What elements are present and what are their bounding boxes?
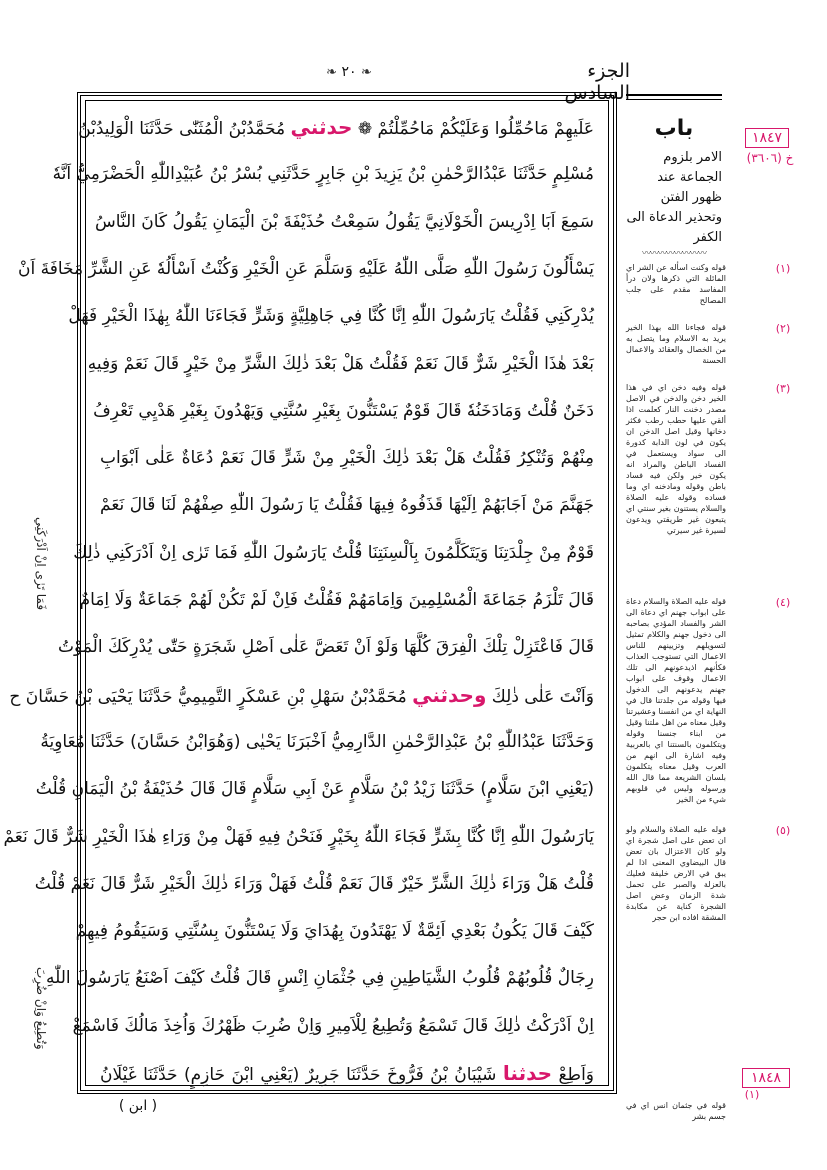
text-line: مُسْلِمٍ حَدَّثَنَا عَبْدُالرَّحْمٰنِ بْنُ يَزِيدَ بْنِ جَابِرٍ حَدَّثَنِي بُسْرُ بْنُ عُبَيْدِاللّٰهِ الْحَضْرَمِيُّ اَنَّهٗ <box>52 164 594 185</box>
text-line: قَالَ فَاعْتَزِلْ تِلْكَ الْفِرَقَ كُلَّهَا وَلَوْ اَنْ تَعَضَّ عَلٰى اَصْلِ شَجَرَةٍ حَتّٰى يُدْرِكَكَ الْمَوْتُ <box>58 637 594 658</box>
ornament-left-icon: ❧ <box>326 65 338 80</box>
text-line: يَسْأَلُونَ رَسُولَ اللّٰهِ صَلَّى اللّٰهُ عَلَيْهِ وَسَلَّمَ عَنِ الْخَيْرِ وَكُنْتُ اَسْأَلُهٗ عَنِ الشَّرِّ مَخَافَةَ اَنْ <box>18 258 594 279</box>
footnote-text: قوله عليه الصلاة والسلام دعاة على ابواب جهنم اي دعاة الى الشر والفساد المؤدي بصاحبه الى دخول جهنم والكلام تمثيل لتسويلهم وتزيينهم للناس الاعمال التي تستوجب العذاب فكأنهم اذيدعونهم الى تلك الاعمال وقوف على ابواب جهنم يدعونهم الى الدخول فيها وقوله من جلدتنا قال في النهاية اي من انفسنا وعشيرتنا وقيل معناه من اهل ملتنا وقيل من ابناء جنسنا وقوله ويتكلمون بالسنتنا اي بالعربية وفيه اشارة الى انهم من العرب وقيل معناه يتكلمون بلسان الشريعة مما قال الله ورسوله وليس في قلوبهم شيء من الخير <box>626 597 726 804</box>
footnote-number: (٤) <box>775 596 791 609</box>
chapter-heading: الامر بلزوم الجماعة عند ظهور الفتن وتحذير الدعاة الى الكفر <box>626 150 722 245</box>
hadith-number-box: ١٨٤٨ <box>742 1068 790 1088</box>
text-line: قَالَ تَلْزَمُ جَمَاعَةَ الْمُسْلِمِينَ وَاِمَامَهُمْ فَقُلْتُ فَاِنْ لَمْ تَكُنْ لَهُمْ جَمَاعَةٌ وَلَا اِمَامٌ <box>79 590 594 610</box>
text-line: يَارَسُولَ اللّٰهِ اِنَّا كُنَّا بِشَرٍّ فَجَاءَ اللّٰهُ بِخَيْرٍ فَنَحْنُ فِيهِ فَهَلْ مِنْ وَرَاءِ هٰذَا الْخَيْرِ شَرٌّ قَالَ نَعَمْ <box>3 826 594 847</box>
top-rule <box>626 94 722 100</box>
hadith-number-box: ١٨٤٧ <box>745 128 789 148</box>
text-line: قَوْمٌ مِنْ جِلْدَتِنَا وَيَتَكَلَّمُونَ بِاَلْسِنَتِنَا قُلْتُ يَارَسُولَ اللّٰهِ فَمَا تَرٰى اِنْ اَدْرَكَنِي ذٰلِكَ <box>73 542 594 563</box>
chapter-title: باب <box>654 116 694 141</box>
footnote-text: قوله وفيه دخن اي في هذا الخير دخن والدخن في الاصل مصدر دخنت النار كعلمت اذا ألقي عليها حطب رطب فكثر دخانها وقيل اصل الدخن ان يكون في لون الدابة كدورة الى سواد ويستعمل في الفساد الباطن والمراد انه يكون خير ولكن فيه فساد باطن وقوله ومادخنه اي وما فساده وقوله عليه الصلاة والسلام يستنون بغير سنتي اي يتبعون غير طريقتي ويدعون لسيرة غير سيرتي <box>626 383 726 535</box>
text-line: جَهَنَّمَ مَنْ اَجَابَهُمْ اِلَيْهَا قَذَفُوهُ فِيهَا فَقُلْتُ يَا رَسُولَ اللّٰهِ صِفْهُمْ لَنَا قَالَ نَعَمْ <box>100 495 594 516</box>
footnote-number: (٢) <box>775 322 791 335</box>
left-margin-note-bottom: وَتُطِيعُ وَاِنْ ضُرِبَ <box>34 967 48 1050</box>
footnote-number: (١) <box>775 262 791 275</box>
footnote-text: قوله وكنت اسأله عن الشر اي المائلة التي ذكرها ولان درأ المفاسد مقدم على جلب المصالح <box>626 263 726 305</box>
hadith-note-number: (١) <box>744 1088 760 1101</box>
catchword: ( ابن ) <box>118 1098 158 1114</box>
narration-keyword: حدثنا <box>502 1061 553 1085</box>
hadith-cross-reference: خ (٣٦٠٦) <box>746 151 794 165</box>
text-line: وَاَنْتَ عَلٰى ذٰلِكَ وحدثني مُحَمَّدُبْنُ سَهْلِ بْنِ عَسْكَرٍ التَّمِيمِيُّ حَدَّثَنَا يَحْيَى بْنُ حَسَّانَ ح <box>9 682 594 707</box>
text-line: يُدْرِكَنِي فَقُلْتُ يَارَسُولَ اللّٰهِ اِنَّا كُنَّا فِي جَاهِلِيَّةٍ وَشَرٍّ فَجَاءَنَا اللّٰهُ بِهٰذَا الْخَيْرِ فَهَلْ <box>68 306 594 327</box>
text-line: قُلْتُ هَلْ وَرَاءَ ذٰلِكَ الشَّرِّ خَيْرٌ قَالَ نَعَمْ قُلْتُ فَهَلْ وَرَاءَ ذٰلِكَ الْخَيْرِ شَرٌّ قَالَ نَعَمْ قُلْتُ <box>34 873 594 894</box>
text-line: سَمِعَ اَبَا اِدْرِيسَ الْخَوْلَانِيَّ يَقُولُ سَمِعْتُ حُذَيْفَةَ بْنَ الْيَمَانِ يَقُولُ كَانَ النَّاسُ <box>94 211 594 232</box>
page-number-text: ٢٠ <box>341 64 357 80</box>
juz-title: الجزء السادس <box>564 60 630 104</box>
footnote-text: قوله في جثمان انس اي في جسم بشر <box>626 1101 726 1121</box>
text-line: كَيْفَ قَالَ يَكُونُ بَعْدِي اَئِمَّةٌ لَا يَهْتَدُونَ بِهُدَايَ وَلَا يَسْتَنُّونَ بِسُنَّتِي وَسَيَقُومُ فِيهِمْ <box>75 921 594 942</box>
footnote-number: (٣) <box>775 382 791 395</box>
narration-keyword: حدثني <box>290 115 353 139</box>
text-line: وَحَدَّثَنَا عَبْدُاللّٰهِ بْنُ عَبْدِالرَّحْمٰنِ الدَّارِمِيُّ اَخْبَرَنَا يَحْيٰى (وَهُوَابْنُ حَسَّانَ) حَدَّثَنَا مُعَاوِيَةُ <box>40 731 594 752</box>
page-number <box>300 64 398 86</box>
footnote-text: قوله عليه الصلاة والسلام ولو ان تعض على اصل شجرة اي ولو كان الاعتزال بان تعض قال البيضاوي المعنى اذا لم يبق في الارض خليفة فعليك بالعزلة والصبر على تحمل شدة الزمان وعض اصل الشجرة كناية عن مكابدة المشقة افاده ابن حجر <box>626 825 726 922</box>
text-line: مِنْهُمْ وَتُنْكِرُ فَقُلْتُ هَلْ بَعْدَ ذٰلِكَ الْخَيْرِ مِنْ شَرٍّ قَالَ نَعَمْ دُعَاةٌ عَلٰى اَبْوَابِ <box>100 448 594 469</box>
narration-keyword: وحدثني <box>412 682 487 707</box>
left-margin-note-top: فَمَا تَرٰى اِنْ اَدْرَكَنِي <box>34 516 48 610</box>
wave-divider: 〰〰〰〰〰〰〰〰 <box>641 249 706 259</box>
footnote-text: قوله فجاءنا الله بهذا الخير يريد به الاسلام وما يتصل به من الخصال والعقائد والاعمال الحسنة <box>626 323 726 365</box>
text-line: عَلَيهِمْ مَاحُمِّلُوا وَعَلَيْكُمْ مَاحُمِّلْتُمْ ❁ حدثني مُحَمَّدُبْنُ الْمُثَنّٰى حَدَّثَنَا الْوَلِيدُبْنُ <box>78 115 594 139</box>
footnote-number: (٥) <box>775 824 791 837</box>
text-line: وَاَطِعْ حدثنا شَيْبَانُ بْنُ فَرُّوخَ حَدَّثَنَا جَرِيرٌ (يَعْنِي ابْنَ حَازِمٍ) حَدَّثَنَا غَيْلَانُ <box>100 1061 595 1085</box>
ornament-right-icon: ❧ <box>360 65 372 80</box>
text-line: رِجَالٌ قُلُوبُهُمْ قُلُوبُ الشَّيَاطِينِ فِي جُثْمَانِ اِنْسٍ قَالَ قُلْتُ كَيْفَ اَصْنَعُ يَارَسُولَ اللّٰهِ <box>46 968 594 989</box>
text-line: دَخَنٌ قُلْتُ وَمَادَخَنُهٗ قَالَ قَوْمٌ يَسْتَنُّونَ بِغَيْرِ سُنَّتِي وَيَهْدُونَ بِغَيْرِ هَدْيِي تَعْرِفُ <box>93 400 594 421</box>
text-line: اِنْ اَدْرَكْتُ ذٰلِكَ قَالَ تَسْمَعُ وَتُطِيعُ لِلْاَمِيرِ وَاِنْ ضُرِبَ ظَهْرُكَ وَاُخِذَ مَالُكَ فَاسْمَعْ <box>72 1015 594 1036</box>
text-line: بَعْدَ هٰذَا الْخَيْرِ شَرٌّ قَالَ نَعَمْ فَقُلْتُ هَلْ بَعْدَ ذٰلِكَ الشَّرِّ مِنْ خَيْرٍ قَالَ نَعَمْ وَفِيهِ <box>87 353 594 374</box>
text-line: (يَعْنِي ابْنَ سَلَّامٍ) حَدَّثَنَا زَيْدُ بْنُ سَلَّامٍ عَنْ اَبِي سَلَّامٍ قَالَ قَالَ حُذَيْفَةُ بْنُ الْيَمَانِ قُلْتُ <box>35 779 594 800</box>
